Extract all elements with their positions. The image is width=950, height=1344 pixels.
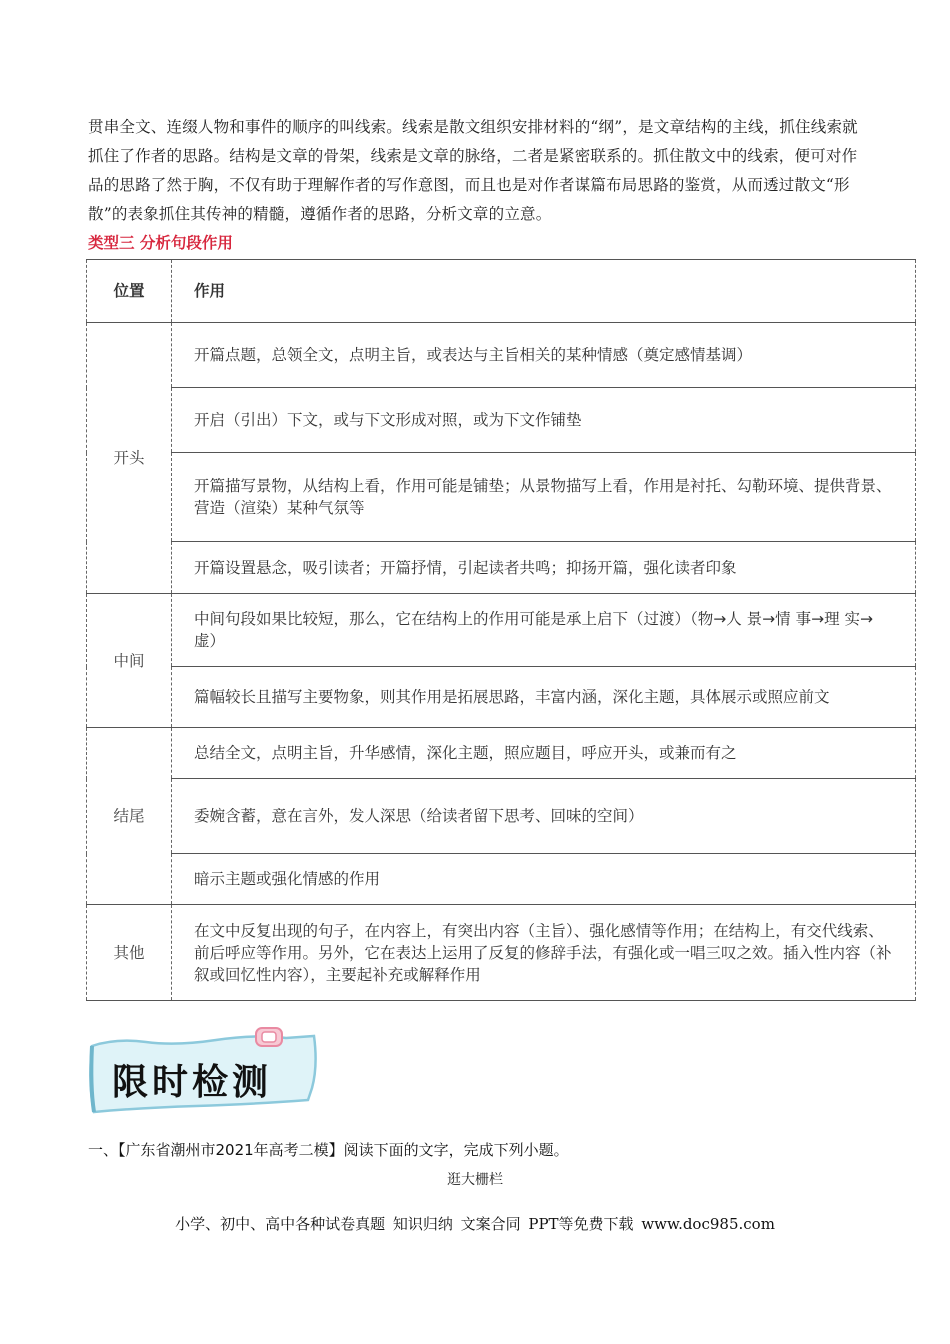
page-footer: 小学、初中、高中各种试卷真题 知识归纳 文案合同 PPT等免费下载 www.doc985.com: [175, 1215, 775, 1233]
table-cell: 篇幅较长且描写主要物象，则其作用是拓展思路，丰富内涵，深化主题，具体展示或照应前文: [172, 667, 916, 728]
table-row: [87, 323, 916, 388]
table-cell: 中间句段如果比较短，那么，它在结构上的作用可能是承上启下（过渡）（物→人 景→情 事→理 实→虚）: [172, 594, 916, 667]
table-row: [87, 542, 916, 594]
table-row: [87, 594, 916, 667]
question-prompt: 一、【广东省潮州市2021年高考二模】阅读下面的文字，完成下列小题。: [88, 1141, 569, 1159]
table-row: [87, 854, 916, 905]
function-table: [86, 259, 916, 1001]
table-cell: 委婉含蓄，意在言外，发人深思（给读者留下思考、回味的空间）: [172, 779, 916, 854]
table-row: [87, 453, 916, 542]
section-title: 类型三 分析句段作用: [88, 234, 233, 252]
article-title: 逛大栅栏: [447, 1172, 503, 1188]
table-row: [87, 779, 916, 854]
intro-paragraph: 贯串全文、连缀人物和事件的顺序的叫线索。线索是散文组织安排材料的“纲”，是文章结构的主线，抓住线索就抓住了作者的思路。结构是文章的骨架，线索是文章的脉络，二者是紧密联系的。抓住散文中的线索，便可对作品的思路了然于胸，不仅有助于理解作者的写作意图，而且也是对作者谋篇布局思路的鉴赏，从而透过散文“形散”的表象抓住其传神的精髓，遵循作者的思路，分析文章的立意。: [88, 118, 858, 223]
table-cell: 开篇描写景物，从结构上看，作用可能是铺垫；从景物描写上看，作用是衬托、勾勒环境、提供背景、营造（渲染）某种气氛等: [172, 453, 916, 542]
banner-title: 限时检测: [112, 1061, 273, 1103]
table-cell: 暗示主题或强化情感的作用: [172, 854, 916, 905]
table-row: [87, 388, 916, 453]
table-cell: 在文中反复出现的句子，在内容上，有突出内容（主旨）、强化感情等作用；在结构上，有交代线索、前后呼应等作用。另外，它在表达上运用了反复的修辞手法，有强化或一唱三叹之效。插入性内容（补叙或回忆性内容），主要起补充或解释作用: [172, 905, 916, 1001]
table-cell: 开篇点题，总领全文，点明主旨，或表达与主旨相关的某种情感（奠定感情基调）: [172, 323, 916, 388]
table-row: [87, 667, 916, 728]
header-function: 作用: [172, 260, 916, 323]
position-ending: 结尾: [87, 728, 172, 905]
header-position: 位置: [87, 260, 172, 323]
table-cell: 开启（引出）下文，或与下文形成对照，或为下文作铺垫: [172, 388, 916, 453]
table-row: [87, 905, 916, 1001]
position-middle: 中间: [87, 594, 172, 728]
table-row: [87, 728, 916, 779]
position-opening: 开头: [87, 323, 172, 594]
table-cell: 总结全文，点明主旨，升华感情，深化主题，照应题目，呼应开头，或兼而有之: [172, 728, 916, 779]
paper-clip-icon: [256, 1028, 282, 1046]
table-cell: 开篇设置悬念，吸引读者；开篇抒情，引起读者共鸣；抑扬开篇，强化读者印象: [172, 542, 916, 594]
table-header-row: [87, 260, 916, 323]
position-other: 其他: [87, 905, 172, 1001]
